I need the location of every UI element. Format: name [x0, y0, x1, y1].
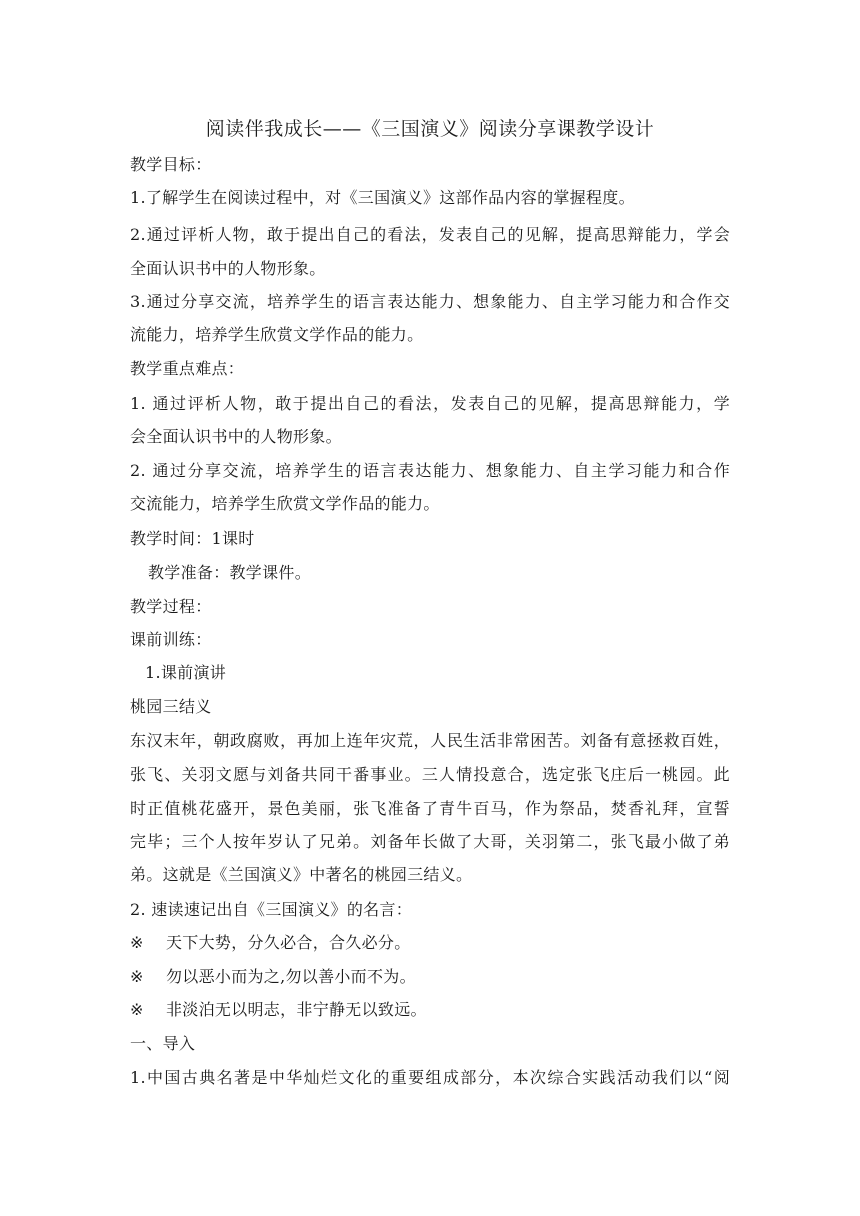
goal-2-line-1: 2.通过评析人物，敢于提出自己的看法，发表自己的见解，提高思辩能力，学会: [130, 225, 730, 244]
bullet-mark-2: ※: [130, 967, 144, 986]
goal-3-line-1: 3.通过分享交流，培养学生的语言表达能力、想象能力、自主学习能力和合作交: [130, 292, 730, 311]
bullet-mark-1: ※: [130, 933, 144, 952]
key-point-1-line-2: 会全面认识书中的人物形象。: [130, 427, 342, 446]
quote-2-text: 勿以恶小而为之,勿以善小而不为。: [166, 967, 416, 986]
quotes-heading: 2. 速读速记出自《三国演义》的名言：: [130, 900, 413, 919]
speech-heading: 1.课前演讲: [145, 663, 227, 682]
story-line-5: 弟。这就是《兰国演义》中著名的桃园三结义。: [130, 865, 473, 884]
key-points-heading: 教学重点难点：: [130, 359, 245, 378]
key-point-2-line-2: 交流能力，培养学生欣赏文学作品的能力。: [130, 494, 440, 513]
story-line-2: 张飞、关羽文愿与刘备共同干番事业。三人情投意合，选定张飞庄后一桃园。此: [130, 765, 730, 784]
quote-item-3: [130, 999, 427, 1021]
intro-line-1: 1.中国古典名著是中华灿烂文化的重要组成部分，本次综合实践活动我们以“阅: [130, 1068, 730, 1087]
document-title: 阅读伴我成长——《三国演义》阅读分享课教学设计: [205, 118, 655, 140]
quote-item-1: [130, 932, 411, 954]
intro-heading: 一、导入: [130, 1034, 196, 1053]
quote-3-text: 非淡泊无以明志，非宁静无以致远。: [166, 1000, 427, 1019]
teaching-time: 教学时间：1课时: [130, 529, 255, 548]
quote-item-2: [130, 966, 416, 988]
key-point-1-line-1: 1. 通过评析人物，敢于提出自己的看法，发表自己的见解，提高思辩能力，学: [130, 394, 730, 413]
story-line-1: 东汉末年，朝政腐败，再加上连年灾荒，人民生活非常困苦。刘备有意拯救百姓，: [130, 731, 730, 750]
key-point-2-line-1: 2. 通过分享交流，培养学生的语言表达能力、想象能力、自主学习能力和合作: [130, 461, 730, 480]
goal-1: 1.了解学生在阅读过程中，对《三国演义》这部作品内容的掌握程度。: [130, 188, 635, 207]
story-line-3: 时正值桃花盛开，景色美丽，张飞准备了青牛百马，作为祭品，焚香礼拜，宣誓: [130, 799, 730, 818]
pre-class-heading: 课前训练：: [130, 630, 212, 649]
bullet-mark-3: ※: [130, 1000, 144, 1019]
process-heading: 教学过程：: [130, 597, 212, 616]
teaching-prep: 教学准备：教学课件。: [148, 563, 312, 582]
goals-heading: 教学目标：: [130, 155, 212, 174]
story-title: 桃园三结义: [130, 697, 212, 716]
goal-2-line-2: 全面认识书中的人物形象。: [130, 259, 326, 278]
story-line-4: 完毕；三个人按年岁认了兄弟。刘备年长做了大哥，关羽第二，张飞最小做了弟: [130, 832, 730, 851]
goal-3-line-2: 流能力，培养学生欣赏文学作品的能力。: [130, 325, 424, 344]
quote-1-text: 天下大势，分久必合，合久必分。: [166, 933, 411, 952]
